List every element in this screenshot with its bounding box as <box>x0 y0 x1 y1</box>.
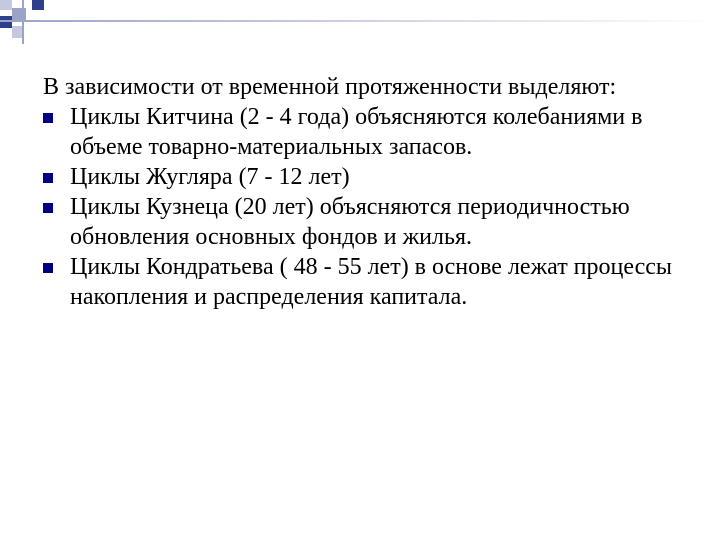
list-item-text: Циклы Кузнеца (20 лет) объясняются периодичностью обновления основных фондов и жилья. <box>70 194 630 250</box>
decor-square-pale <box>0 0 12 10</box>
list-item <box>43 102 693 162</box>
list-item-text: Циклы Китчина (2 - 4 года) объясняются колебаниями в объеме товарно-материальных запасов. <box>70 104 643 160</box>
list-item <box>43 252 693 312</box>
list-item <box>43 192 693 252</box>
slide-intro: В зависимости от временной протяженности выделяют: <box>43 74 617 100</box>
list-item <box>43 162 693 192</box>
square-bullet-icon <box>43 173 53 183</box>
list-item-text: Циклы Жугляра (7 - 12 лет) <box>70 164 350 190</box>
header-decoration <box>0 0 720 50</box>
square-bullet-icon <box>43 113 53 123</box>
decor-line-horizontal <box>0 20 720 22</box>
square-bullet-icon <box>43 203 53 213</box>
list-item-text: Циклы Кондратьева ( 48 - 55 лет) в основе лежат процессы накопления и распределения капитала. <box>70 254 673 310</box>
decor-square-dark-top <box>32 0 44 10</box>
slide-body <box>43 72 693 312</box>
square-bullet-icon <box>43 263 53 273</box>
